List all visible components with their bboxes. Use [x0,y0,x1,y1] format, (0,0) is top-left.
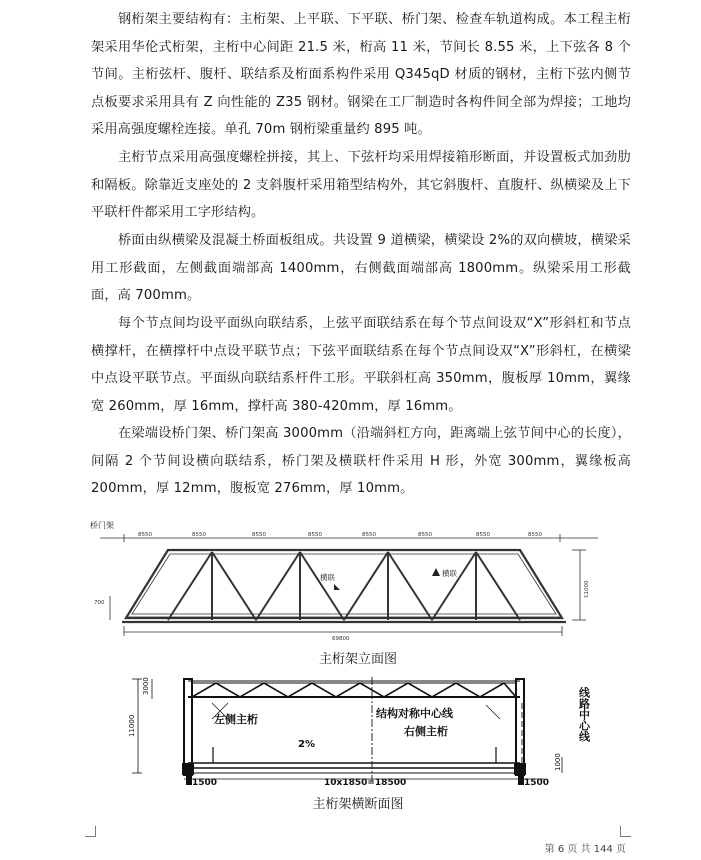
truss-height-dim: 11000 [584,580,590,598]
panel-dim-3: 8550 [252,532,266,538]
paragraph-deck: 桥面由纵横梁及混凝土桥面板组成。共设置 9 道横梁，横梁设 2%的双向横坡，横梁采用工形截面，左侧截面端部高 1400mm，右侧截面端部高 1800mm。纵梁采用工形截面，高 700mm。 [91,233,631,304]
page-number-footer: 第 6 页 共 144 页 [544,844,626,855]
panel-dim-6: 8550 [418,532,432,538]
bottom-left-dim: 1500 [192,778,218,787]
slope-label: 2% [298,739,315,750]
panel-dim-7: 8550 [476,532,490,538]
cross-bracing-label-left: 横联 [320,573,335,582]
right-truss-label: 右侧主桁 [404,725,448,738]
paragraph-main-structure: 钢桁架主要结构有：主桁架、上平联、下平联、桥门架、检查车轨道构成。本工程主桁架采用华伦式桁架，主桁中心间距 21.5 米，桁高 11 米，节间长 8.55 米，上下弦各 8 个节间。主桁弦杆、腹杆、联结系及桁面系构件采用 Q345qD 材质的钢材，主桁下弦内侧节点板要求采用具有 Z 向性能的 Z35 钢材。钢梁在工厂制造时各构件间全部为焊接；工地均采用高强度螺栓连接。单孔 70m 钢桁梁重量约 895 吨。 [91,12,631,138]
symmetry-centerline-label: 结构对称中心线 [376,707,453,720]
panel-dim-4: 8550 [308,532,322,538]
cross-bracing-label-right: 横联 [442,569,457,578]
bottom-middle-dim: 10x1850=18500 [324,778,407,787]
left-truss-label: 左侧主桁 [214,713,258,726]
paragraph-nodes: 主桁节点采用高强度螺栓拼接，其上、下弦杆均采用焊接箱形断面，并设置板式加劲肋和隔板。除靠近支座处的 2 支斜腹杆采用箱型结构外，其它斜腹杆、直腹杆、纵横梁及上下平联杆件都采用工字形结构。 [91,150,631,221]
panel-dim-2: 8550 [192,532,206,538]
total-length-dim: 69800 [332,636,350,642]
figure2-caption: 主桁架横断面图 [312,797,404,812]
panel-dim-8: 8550 [528,532,542,538]
portal-frame-label: 桥门架 [90,521,114,530]
right-small-dim: 1000 [554,753,562,771]
panel-dim-1: 8550 [138,532,152,538]
truss-cross-section-figure [88,675,628,787]
top-height-dim: 3000 [142,677,150,695]
margin-corner-mark-left [85,826,96,837]
figure1-caption: 主桁架立面图 [318,652,397,667]
margin-corner-mark-right [620,826,631,837]
route-centerline-label: 线路中心线 [577,687,591,742]
paragraph-portal: 在梁端设桥门架、桥门架高 3000mm（沿端斜杠方向，距离端上弦节间中心的长度），间隔 2 个节间设横向联结系，桥门架及横联杆件采用 H 形，外宽 300mm，翼缘板高 200mm，厚 12mm，腹板宽 276mm，厚 10mm。 [91,426,631,497]
truss-elevation-figure [88,516,628,644]
total-height-dim: 11000 [128,714,136,737]
left-height-dim: 700 [94,600,105,606]
panel-dim-5: 8550 [362,532,376,538]
paragraph-bracing: 每个节点间均设平面纵向联结系，上弦平面联结系在每个节点间设双“X”形斜杠和节点横撑杆，在横撑杆中点设平联节点；下弦平面联结系在每个节点间设双“X”形斜杠，在横梁中点设平联节点。平面纵向联结系杆件工形。平联斜杠高 350mm，腹板厚 10mm，翼缘宽 260mm，厚 16mm，撑杆高 380-420mm，厚 16mm。 [91,316,631,414]
bottom-right-dim: 1500 [524,778,550,787]
